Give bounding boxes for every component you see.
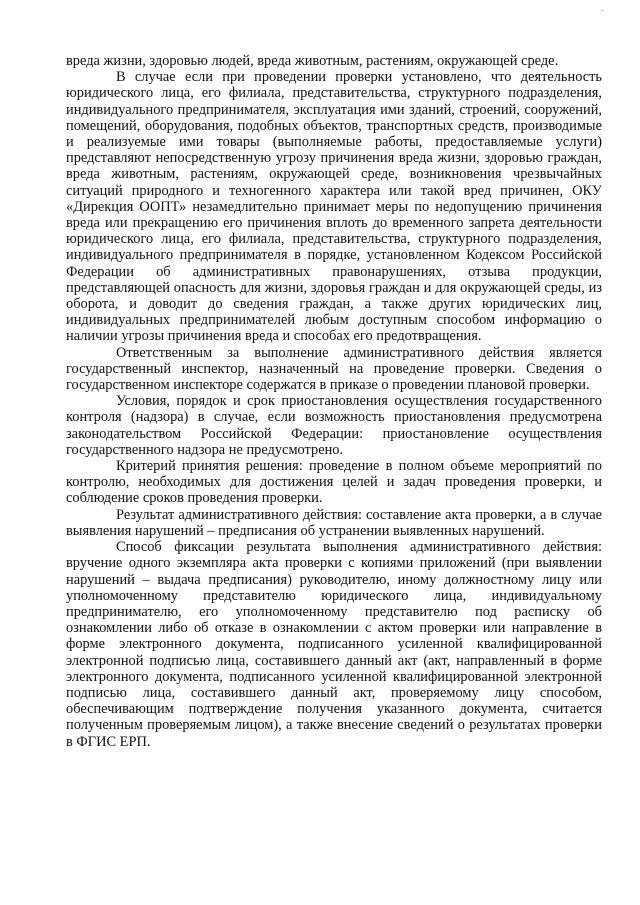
paragraph-action-result: Результат административного действия: составление акта проверки, а в случае выявления нарушений – предписания об устранении выявленных нарушений. (66, 506, 602, 539)
paragraph-continuation: вреда жизни, здоровью людей, вреда животным, растениям, окружающей среде. (66, 53, 559, 69)
document-body (66, 53, 602, 750)
paragraph-decision-criterion: Критерий принятия решения: проведение в полном объеме мероприятий по контролю, необходимых для достижения целей и задач проведения проверки, и соблюдение сроков проведения проверки. (66, 458, 602, 507)
paragraph-result-recording: Способ фиксации результата выполнения административного действия: вручение одного экземпляра акта проверки с копиями приложений (при выявлении нарушений – выдача предписания) руководителю, иному должностному лицу или уполномоченному представителю юридического лица, индивидуальному предпринимателю, его уполномоченному представителю под расписку об ознакомлении либо об отказе в ознакомлении с актом проверки или направление в форме электронного документа, подписанного усиленной квалифицированной электронной подписью лица, составившего данный акт (акт, направленный в форме электронного документа, подписанного усиленной квалифицированной электронной подписью лица, составившего данный акт, проверяемому лицу способом, обеспечивающим подтверждение получения указанного документа, считается полученным проверяемым лицом), а также внесение сведений о результатах проверки в ФГИС ЕРП. (66, 539, 602, 750)
paragraph-suspension-conditions: Условия, порядок и срок приостановления осуществления государственного контроля (надзора) в случае, если возможность приостановления предусмотрена законодательством Российской Федерации: приостановление осуществления государственного надзора не предусмотрено. (66, 393, 602, 458)
paragraph-threat-measures: В случае если при проведении проверки установлено, что деятельность юридического лица, его филиала, представительства, структурного подразделения, индивидуального предпринимателя, эксплуатация ими зданий, строений, сооружений, помещений, оборудования, подобных объектов, транспортных средств, производимые и реализуемые ими товары (выполняемые работы, предоставляемые услуги) представляют непосредственную угрозу причинения вреда жизни, здоровью граждан, вреда животным, растениям, окружающей среде, возникновения чрезвычайных ситуаций природного и техногенного характера или такой вред причинен, ОКУ «Дирекция ООПТ» незамедлительно принимает меры по недопущению причинения вреда или прекращению его причинения вплоть до временного запрета деятельности юридического лица, его филиала, представительства, структурного подразделения, индивидуального предпринимателя в порядке, установленном Кодексом Российской Федерации об административных правонарушениях, отзыва продукции, представляющей опасность для жизни, здоровья граждан и для окружающей среды, из оборота, и доводит до сведения граждан, а также других юридических лиц, индивидуальных предпринимателей любым доступным способом информацию о наличии угрозы причинения вреда и способах его предотвращения. (66, 69, 602, 345)
page-corner-mark: - (601, 5, 604, 15)
paragraph-responsible-person: Ответственным за выполнение административного действия является государственный инспектор, назначенный на проведение проверки. Сведения о государственном инспекторе содержатся в приказе о проведении плановой проверки. (66, 344, 602, 394)
